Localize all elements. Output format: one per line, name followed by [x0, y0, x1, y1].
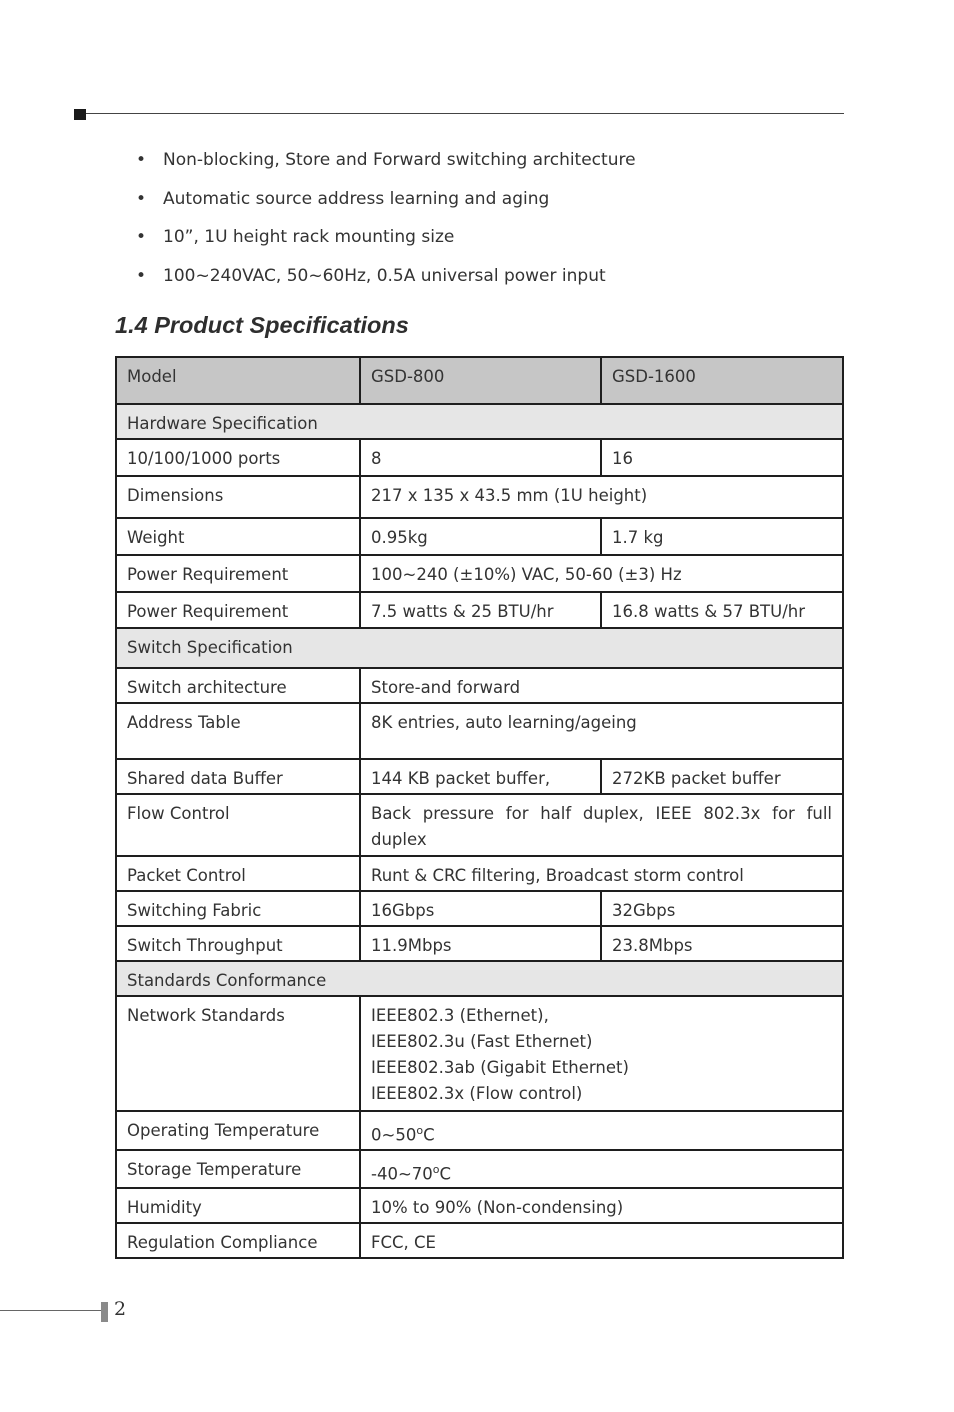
- row-label: Network Standards: [116, 996, 360, 1111]
- table-row: [116, 856, 843, 891]
- header-marker: [74, 109, 86, 120]
- row-label: Switch Throughput: [116, 926, 360, 961]
- row-label: Switching Fabric: [116, 891, 360, 926]
- feature-item: • 10”, 1U height rack mounting size: [136, 223, 636, 251]
- footer-rule: [0, 1310, 101, 1311]
- temp-unit: C: [439, 1164, 452, 1183]
- row-label: Regulation Compliance: [116, 1223, 360, 1258]
- table-row: [116, 439, 843, 476]
- row-label: Address Table: [116, 703, 360, 759]
- table-row: [116, 996, 843, 1111]
- table-row: [116, 668, 843, 703]
- header-cell-gsd800: GSD-800: [360, 357, 601, 404]
- table-row: [116, 555, 843, 592]
- row-value-gsd1600: 32Gbps: [601, 891, 843, 926]
- row-label: Flow Control: [116, 794, 360, 856]
- table-row: [116, 518, 843, 555]
- table-row: [116, 1111, 843, 1150]
- row-label: 10/100/1000 ports: [116, 439, 360, 476]
- table-row: [116, 592, 843, 628]
- row-value: 8K entries, auto learning/ageing: [360, 703, 843, 759]
- row-value: FCC, CE: [360, 1223, 843, 1258]
- row-label: Operating Temperature: [116, 1111, 360, 1150]
- row-value-gsd800: 0.95kg: [360, 518, 601, 555]
- table-row: [116, 1223, 843, 1258]
- row-value-gsd1600: 1.7 kg: [601, 518, 843, 555]
- row-value: 217 x 135 x 43.5 mm (1U height): [360, 476, 843, 518]
- row-value-gsd800: 11.9Mbps: [360, 926, 601, 961]
- section-title: 1.4 Product Specifications: [115, 312, 409, 338]
- feature-list: [136, 146, 636, 300]
- section-row-standards: [116, 961, 843, 996]
- table-row: [116, 703, 843, 759]
- row-value: [360, 1150, 843, 1189]
- row-label: Packet Control: [116, 856, 360, 891]
- table-row: [116, 926, 843, 961]
- footer-marker: [101, 1302, 108, 1322]
- section-label: Standards Conformance: [116, 961, 843, 996]
- feature-item: • 100~240VAC, 50~60Hz, 0.5A universal power input: [136, 262, 636, 290]
- section-label: Switch Specification: [116, 628, 843, 668]
- table-row: [116, 794, 843, 856]
- row-value: Back pressure for half duplex, IEEE 802.3x for full duplex: [360, 794, 843, 856]
- table-row: [116, 1188, 843, 1223]
- table-header-row: [116, 357, 843, 404]
- row-value-gsd1600: 16.8 watts & 57 BTU/hr: [601, 592, 843, 628]
- row-label: Switch architecture: [116, 668, 360, 703]
- row-value-gsd800: 8: [360, 439, 601, 476]
- row-value: Store-and forward: [360, 668, 843, 703]
- row-value: 100~240 (±10%) VAC, 50-60 (±3) Hz: [360, 555, 843, 592]
- row-label: Dimensions: [116, 476, 360, 518]
- temp-range: -40~70: [371, 1164, 433, 1183]
- header-cell-model: Model: [116, 357, 360, 404]
- row-value: Runt & CRC filtering, Broadcast storm control: [360, 856, 843, 891]
- spec-table: [115, 356, 844, 1259]
- row-value-gsd800: 16Gbps: [360, 891, 601, 926]
- row-value-gsd800: 7.5 watts & 25 BTU/hr: [360, 592, 601, 628]
- row-label: Weight: [116, 518, 360, 555]
- section-row-switch: [116, 628, 843, 668]
- table-row: [116, 759, 843, 794]
- row-value: 10% to 90% (Non-condensing): [360, 1188, 843, 1223]
- header-cell-gsd1600: GSD-1600: [601, 357, 843, 404]
- feature-item: • Automatic source address learning and aging: [136, 185, 636, 213]
- standard-item: IEEE802.3x (Flow control): [371, 1084, 583, 1103]
- table-row: [116, 891, 843, 926]
- row-value-list: [360, 996, 843, 1111]
- row-value-gsd1600: 16: [601, 439, 843, 476]
- standard-item: IEEE802.3 (Ethernet),: [371, 1006, 549, 1025]
- standard-item: IEEE802.3u (Fast Ethernet): [371, 1032, 593, 1051]
- row-label: Shared data Buffer: [116, 759, 360, 794]
- row-label: Storage Temperature: [116, 1150, 360, 1189]
- degree-mark: o: [416, 1124, 424, 1137]
- table-row: [116, 476, 843, 518]
- degree-mark: o: [432, 1162, 440, 1176]
- row-label: Power Requirement: [116, 555, 360, 592]
- section-row-hardware: [116, 404, 843, 439]
- row-value: [360, 1111, 843, 1150]
- feature-item: • Non-blocking, Store and Forward switching architecture: [136, 146, 636, 174]
- standard-item: IEEE802.3ab (Gigabit Ethernet): [371, 1058, 629, 1077]
- header-rule: [86, 113, 844, 114]
- page-number: 2: [114, 1298, 127, 1320]
- row-value-gsd800: 144 KB packet buffer,: [360, 759, 601, 794]
- section-label: Hardware Specification: [116, 404, 843, 439]
- row-label: Humidity: [116, 1188, 360, 1223]
- table-row: [116, 1150, 843, 1189]
- row-label: Power Requirement: [116, 592, 360, 628]
- row-value-gsd1600: 23.8Mbps: [601, 926, 843, 961]
- temp-unit: C: [423, 1125, 435, 1145]
- row-value-gsd1600: 272KB packet buffer: [601, 759, 843, 794]
- temp-range: 0~50: [371, 1125, 417, 1145]
